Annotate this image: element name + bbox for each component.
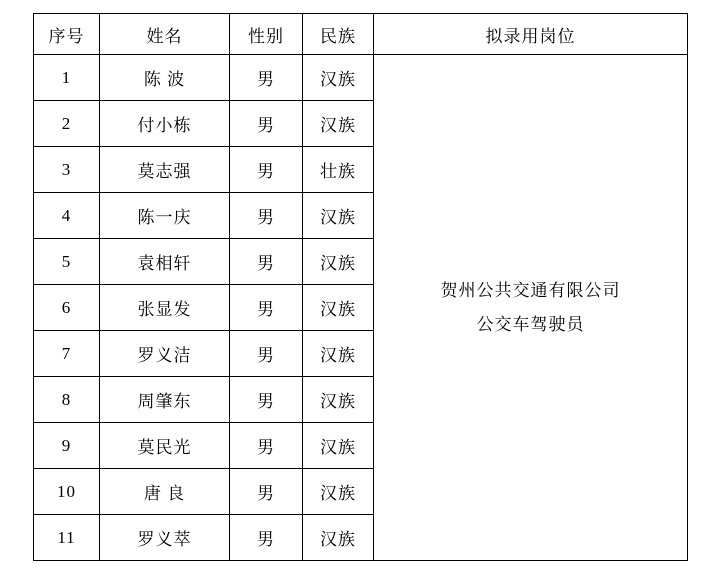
cell-sex: 男 bbox=[230, 377, 303, 423]
cell-index: 1 bbox=[34, 55, 100, 101]
cell-ethnicity: 汉族 bbox=[303, 239, 374, 285]
cell-sex: 男 bbox=[230, 147, 303, 193]
table-body bbox=[34, 55, 688, 561]
cell-ethnicity: 壮族 bbox=[303, 147, 374, 193]
cell-ethnicity: 汉族 bbox=[303, 377, 374, 423]
cell-ethnicity: 汉族 bbox=[303, 101, 374, 147]
cell-sex: 男 bbox=[230, 239, 303, 285]
cell-sex: 男 bbox=[230, 423, 303, 469]
cell-position bbox=[374, 55, 688, 561]
cell-index: 7 bbox=[34, 331, 100, 377]
cell-sex: 男 bbox=[230, 331, 303, 377]
column-header-position: 拟录用岗位 bbox=[374, 14, 688, 55]
cell-index: 8 bbox=[34, 377, 100, 423]
cell-name: 袁相轩 bbox=[100, 239, 230, 285]
cell-name: 陈一庆 bbox=[100, 193, 230, 239]
cell-sex: 男 bbox=[230, 55, 303, 101]
cell-ethnicity: 汉族 bbox=[303, 55, 374, 101]
cell-index: 2 bbox=[34, 101, 100, 147]
cell-name: 莫志强 bbox=[100, 147, 230, 193]
position-line-2: 公交车驾驶员 bbox=[476, 314, 585, 334]
column-header-sex: 性别 bbox=[230, 14, 303, 55]
cell-sex: 男 bbox=[230, 193, 303, 239]
cell-index: 5 bbox=[34, 239, 100, 285]
cell-index: 4 bbox=[34, 193, 100, 239]
cell-name: 付小栋 bbox=[100, 101, 230, 147]
position-line-1: 贺州公共交通有限公司 bbox=[440, 280, 621, 300]
cell-index: 3 bbox=[34, 147, 100, 193]
cell-name: 唐 良 bbox=[100, 469, 230, 515]
cell-name: 张显发 bbox=[100, 285, 230, 331]
column-header-index: 序号 bbox=[34, 14, 100, 55]
cell-ethnicity: 汉族 bbox=[303, 331, 374, 377]
cell-index: 10 bbox=[34, 469, 100, 515]
cell-name: 罗义萃 bbox=[100, 515, 230, 561]
cell-ethnicity: 汉族 bbox=[303, 285, 374, 331]
cell-sex: 男 bbox=[230, 469, 303, 515]
cell-name: 莫民光 bbox=[100, 423, 230, 469]
cell-index: 6 bbox=[34, 285, 100, 331]
cell-sex: 男 bbox=[230, 515, 303, 561]
table-header bbox=[34, 14, 688, 55]
cell-index: 9 bbox=[34, 423, 100, 469]
cell-ethnicity: 汉族 bbox=[303, 469, 374, 515]
table-header-row bbox=[34, 14, 688, 55]
column-header-name: 姓名 bbox=[100, 14, 230, 55]
cell-sex: 男 bbox=[230, 285, 303, 331]
cell-name: 陈 波 bbox=[100, 55, 230, 101]
column-header-ethnicity: 民族 bbox=[303, 14, 374, 55]
cell-name: 罗义洁 bbox=[100, 331, 230, 377]
cell-ethnicity: 汉族 bbox=[303, 515, 374, 561]
cell-name: 周肇东 bbox=[100, 377, 230, 423]
cell-ethnicity: 汉族 bbox=[303, 193, 374, 239]
table-row bbox=[34, 55, 688, 101]
candidate-roster-table bbox=[33, 13, 688, 561]
cell-ethnicity: 汉族 bbox=[303, 423, 374, 469]
cell-sex: 男 bbox=[230, 101, 303, 147]
cell-index: 11 bbox=[34, 515, 100, 561]
